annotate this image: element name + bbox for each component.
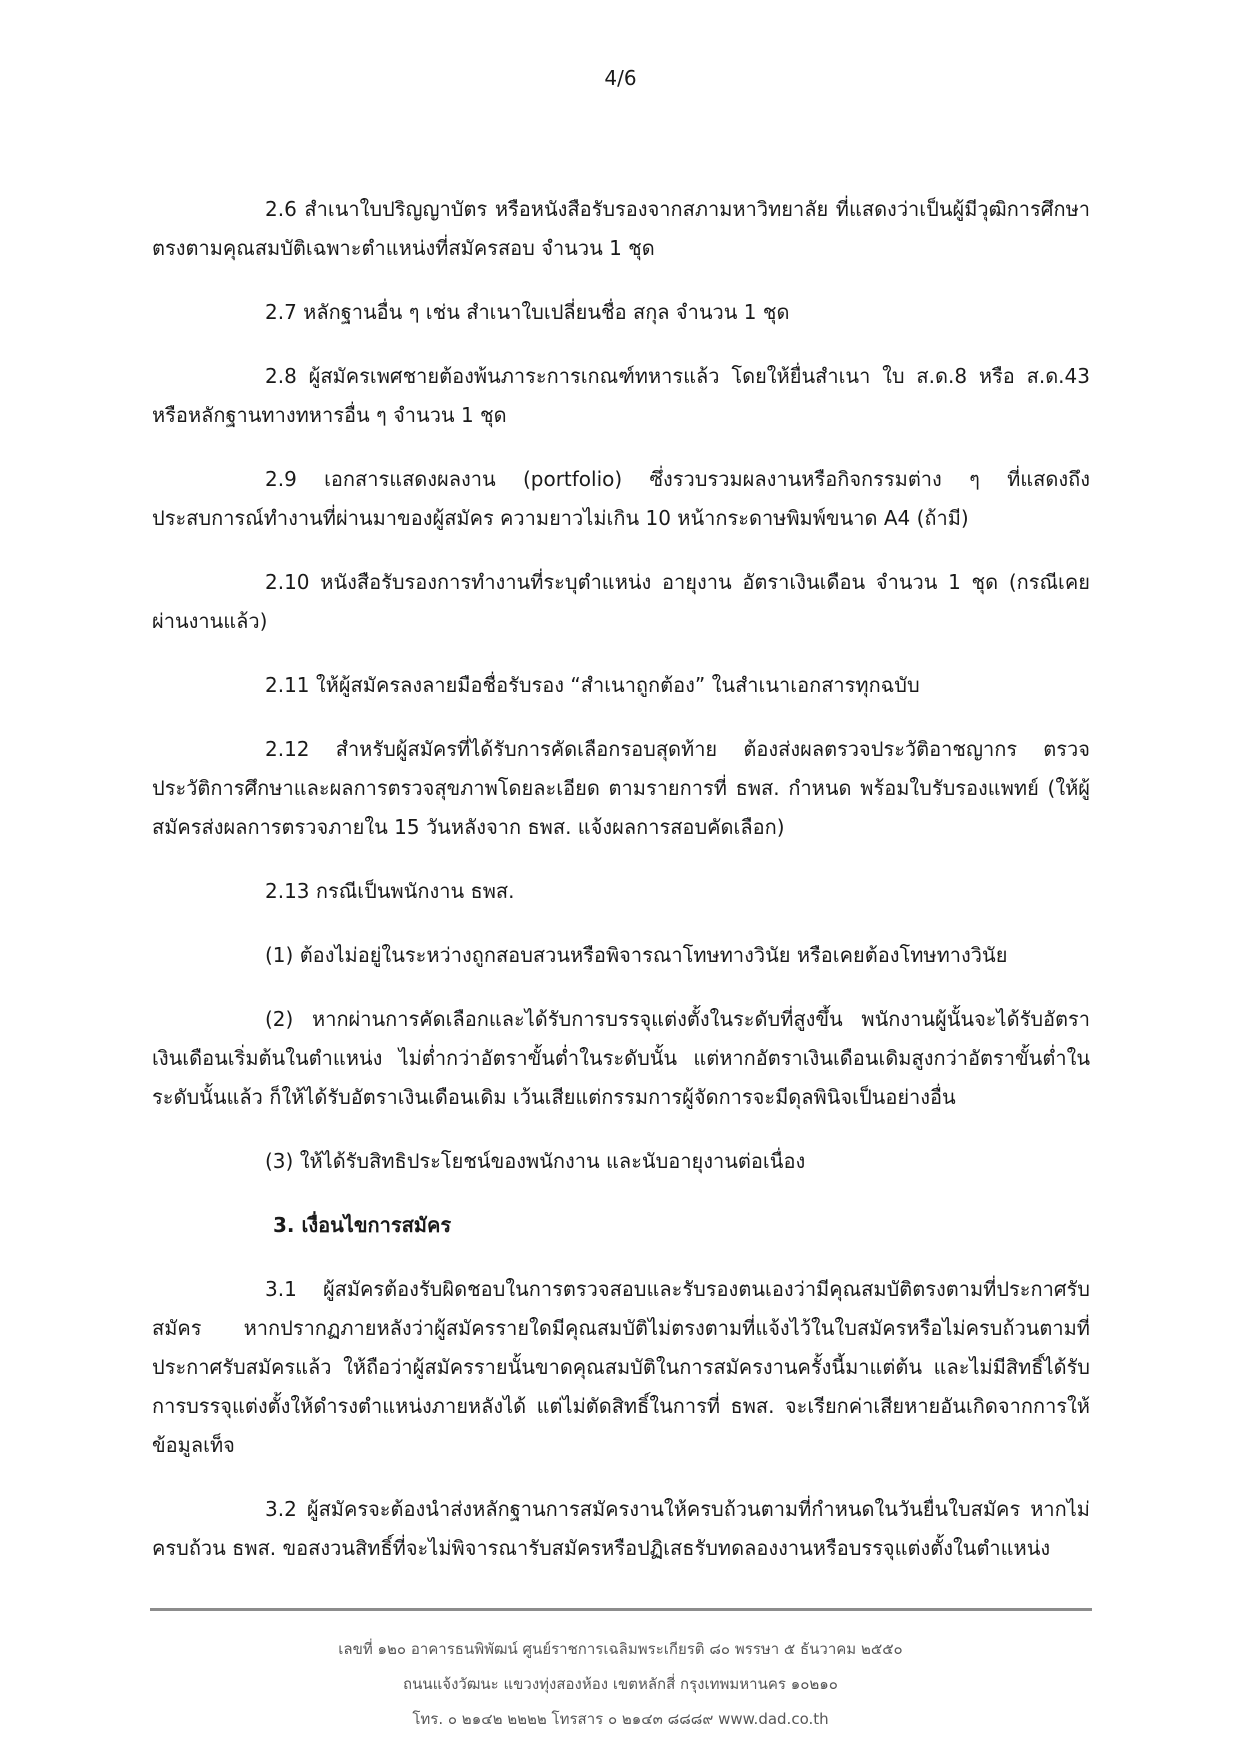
paragraph-3-1: 3.1 ผู้สมัครต้องรับผิดชอบในการตรวจสอบและรับรองตนเองว่ามีคุณสมบัติตรงตามที่ประกาศรับสมัคร หากปรากฏภายหลังว่าผู้สมัครรายใดมีคุณสมบัติไม่ตรงตามที่แจ้งไว้ในใบสมัครหรือไม่ครบถ้วนตามที่ประกาศรับสมัครแล้ว ให้ถือว่าผู้สมัครรายนั้นขาดคุณสมบัติในการสมัครงานครั้งนี้มาแต่ต้น และไม่มีสิทธิ์ได้รับการบรรจุแต่งตั้งให้ดำรงตำแหน่งภายหลังได้ แต่ไม่ตัดสิทธิ์ในการที่ ธพส. จะเรียกค่าเสียหายอันเกิดจากการให้ข้อมูลเท็จ [152, 1277, 1090, 1457]
paragraph-2-13-1: (1) ต้องไม่อยู่ในระหว่างถูกสอบสวนหรือพิจารณาโทษทางวินัย หรือเคยต้องโทษทางวินัย [265, 943, 1008, 967]
footer-street: ถนนแจ้งวัฒนะ แขวงทุ่งสองห้อง เขตหลักสี่ กรุงเทพมหานคร ๑๐๒๑๐ [403, 1675, 838, 1693]
section-heading: 3. เงื่อนไขการสมัคร [273, 1213, 452, 1237]
paragraph-2-8: 2.8 ผู้สมัครเพศชายต้องพ้นภาระการเกณฑ์ทหารแล้ว โดยให้ยื่นสำเนา ใบ ส.ด.8 หรือ ส.ด.43 หรือหลักฐานทางทหารอื่น ๆ จำนวน 1 ชุด [152, 364, 1090, 427]
paragraph-2-11: 2.11 ให้ผู้สมัครลงลายมือชื่อรับรอง “สำเนาถูกต้อง” ในสำเนาเอกสารทุกฉบับ [265, 673, 920, 697]
footer-address: เลขที่ ๑๒๐ อาคารธนพิพัฒน์ ศูนย์ราชการเฉลิมพระเกียรติ ๘๐ พรรษา ๕ ธันวาคม ๒๕๕๐ [338, 1640, 903, 1658]
paragraph-2-13-2: (2) หากผ่านการคัดเลือกและได้รับการบรรจุแต่งตั้งในระดับที่สูงขึ้น พนักงานผู้นั้นจะได้รับอัตราเงินเดือนเริ่มต้นในตำแหน่ง ไม่ต่ำกว่าอัตราขั้นต่ำในระดับนั้น แต่หากอัตราเงินเดือนเดิมสูงกว่าอัตราขั้นต่ำในระดับนั้นแล้ว ก็ให้ได้รับอัตราเงินเดือนเดิม เว้นเสียแต่กรรมการผู้จัดการจะมีดุลพินิจเป็นอย่างอื่น [152, 1007, 1090, 1109]
paragraph-2-10: 2.10 หนังสือรับรองการทำงานที่ระบุตำแหน่ง อายุงาน อัตราเงินเดือน จำนวน 1 ชุด (กรณีเคยผ่านงานแล้ว) [152, 570, 1090, 633]
paragraph-2-9: 2.9 เอกสารแสดงผลงาน (portfolio) ซึ่งรวบรวมผลงานหรือกิจกรรมต่าง ๆ ที่แสดงถึงประสบการณ์ทำงานที่ผ่านมาของผู้สมัคร ความยาวไม่เกิน 10 หน้ากระดาษพิมพ์ขนาด A4 (ถ้ามี) [152, 467, 1090, 530]
paragraph-2-7: 2.7 หลักฐานอื่น ๆ เช่น สำเนาใบเปลี่ยนชื่อ สกุล จำนวน 1 ชุด [265, 300, 790, 324]
paragraph-2-12: 2.12 สำหรับผู้สมัครที่ได้รับการคัดเลือกรอบสุดท้าย ต้องส่งผลตรวจประวัติอาชญากร ตรวจประวัติการศึกษาและผลการตรวจสุขภาพโดยละเอียด ตามรายการที่ ธพส. กำหนด พร้อมใบรับรองแพทย์ (ให้ผู้สมัครส่งผลการตรวจภายใน 15 วันหลังจาก ธพส. แจ้งผลการสอบคัดเลือก) [152, 737, 1090, 839]
paragraph-3-2: 3.2 ผู้สมัครจะต้องนำส่งหลักฐานการสมัครงานให้ครบถ้วนตามที่กำหนดในวันยื่นใบสมัคร หากไม่ครบถ้วน ธพส. ขอสงวนสิทธิ์ที่จะไม่พิจารณารับสมัครหรือปฏิเสธรับทดลองงานหรือบรรจุแต่งตั้งในตำแหน่ง [152, 1497, 1090, 1560]
paragraph-2-13-3: (3) ให้ได้รับสิทธิประโยชน์ของพนักงาน และนับอายุงานต่อเนื่อง [265, 1149, 806, 1173]
document-body [152, 190, 1090, 1568]
paragraph-2-13: 2.13 กรณีเป็นพนักงาน ธพส. [265, 879, 515, 903]
footer-contact: โทร. ๐ ๒๑๔๒ ๒๒๒๒ โทรสาร ๐ ๒๑๔๓ ๘๘๘๙ www.dad.co.th [412, 1710, 829, 1728]
paragraph-2-6: 2.6 สำเนาใบปริญญาบัตร หรือหนังสือรับรองจากสภามหาวิทยาลัย ที่แสดงว่าเป็นผู้มีวุฒิการศึกษาตรงตามคุณสมบัติเฉพาะตำแหน่งที่สมัครสอบ จำนวน 1 ชุด [152, 197, 1090, 260]
footer [0, 1632, 1241, 1737]
page-number: 4/6 [604, 66, 637, 90]
footer-divider [150, 1608, 1092, 1611]
